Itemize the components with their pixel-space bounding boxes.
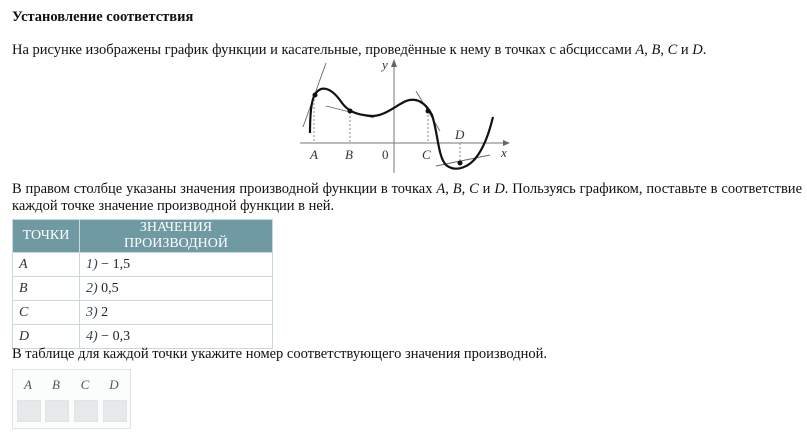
header-points: ТОЧКИ <box>13 220 80 253</box>
row-value: 2) 0,5 <box>80 277 273 301</box>
answer-input-b[interactable] <box>45 400 69 422</box>
answer-label-a: A <box>24 377 32 392</box>
answer-input-d[interactable] <box>103 400 127 422</box>
instruction-text: В правом столбце указаны значения производной функции в точках A, B, C и D. Пользуясь графиком, поставьте в соответствие каждой точке значение производной функции в ней. <box>12 181 803 214</box>
row-value: 4) − 0,3 <box>80 325 273 349</box>
origin-label: 0 <box>382 147 389 162</box>
header-values: ЗНАЧЕНИЯ ПРОИЗВОДНОЙ <box>80 220 273 253</box>
row-value: 3) 2 <box>80 301 273 325</box>
table-row <box>13 253 273 277</box>
row-point: B <box>13 277 80 301</box>
x-axis-label: x <box>501 145 507 160</box>
row-point: C <box>13 301 80 325</box>
answer-label-c: C <box>80 377 90 392</box>
table-row <box>13 325 273 349</box>
answer-label-d: D <box>109 377 119 392</box>
answer-label-b: B <box>52 377 60 392</box>
intro-text: На рисунке изображены график функции и касательные, проведённые к нему в точках с абсциссами A, B, C и D. <box>12 42 707 58</box>
function-curve <box>310 89 493 169</box>
tick-label-a: A <box>310 147 318 162</box>
table-row <box>13 301 273 325</box>
function-graph <box>298 55 518 175</box>
y-axis-label: y <box>382 57 388 72</box>
row-point: D <box>13 325 80 349</box>
point-d <box>458 161 463 166</box>
answer-input-c[interactable] <box>74 400 98 422</box>
row-value: 1) − 1,5 <box>80 253 273 277</box>
tick-label-b: B <box>345 147 353 162</box>
task-title: Установление соответствия <box>12 9 194 25</box>
point-d-label: D <box>455 127 465 142</box>
answer-grid <box>12 369 131 429</box>
y-axis-arrow <box>391 59 397 67</box>
answer-prompt: В таблице для каждой точки укажите номер соответствующего значения производной. <box>12 346 547 362</box>
row-point: A <box>13 253 80 277</box>
tick-label-c: C <box>422 147 431 162</box>
table-row <box>13 277 273 301</box>
point-a <box>313 93 318 98</box>
point-c <box>426 109 431 114</box>
point-b <box>348 109 353 114</box>
answer-input-a[interactable] <box>17 400 41 422</box>
derivative-table <box>12 219 273 349</box>
